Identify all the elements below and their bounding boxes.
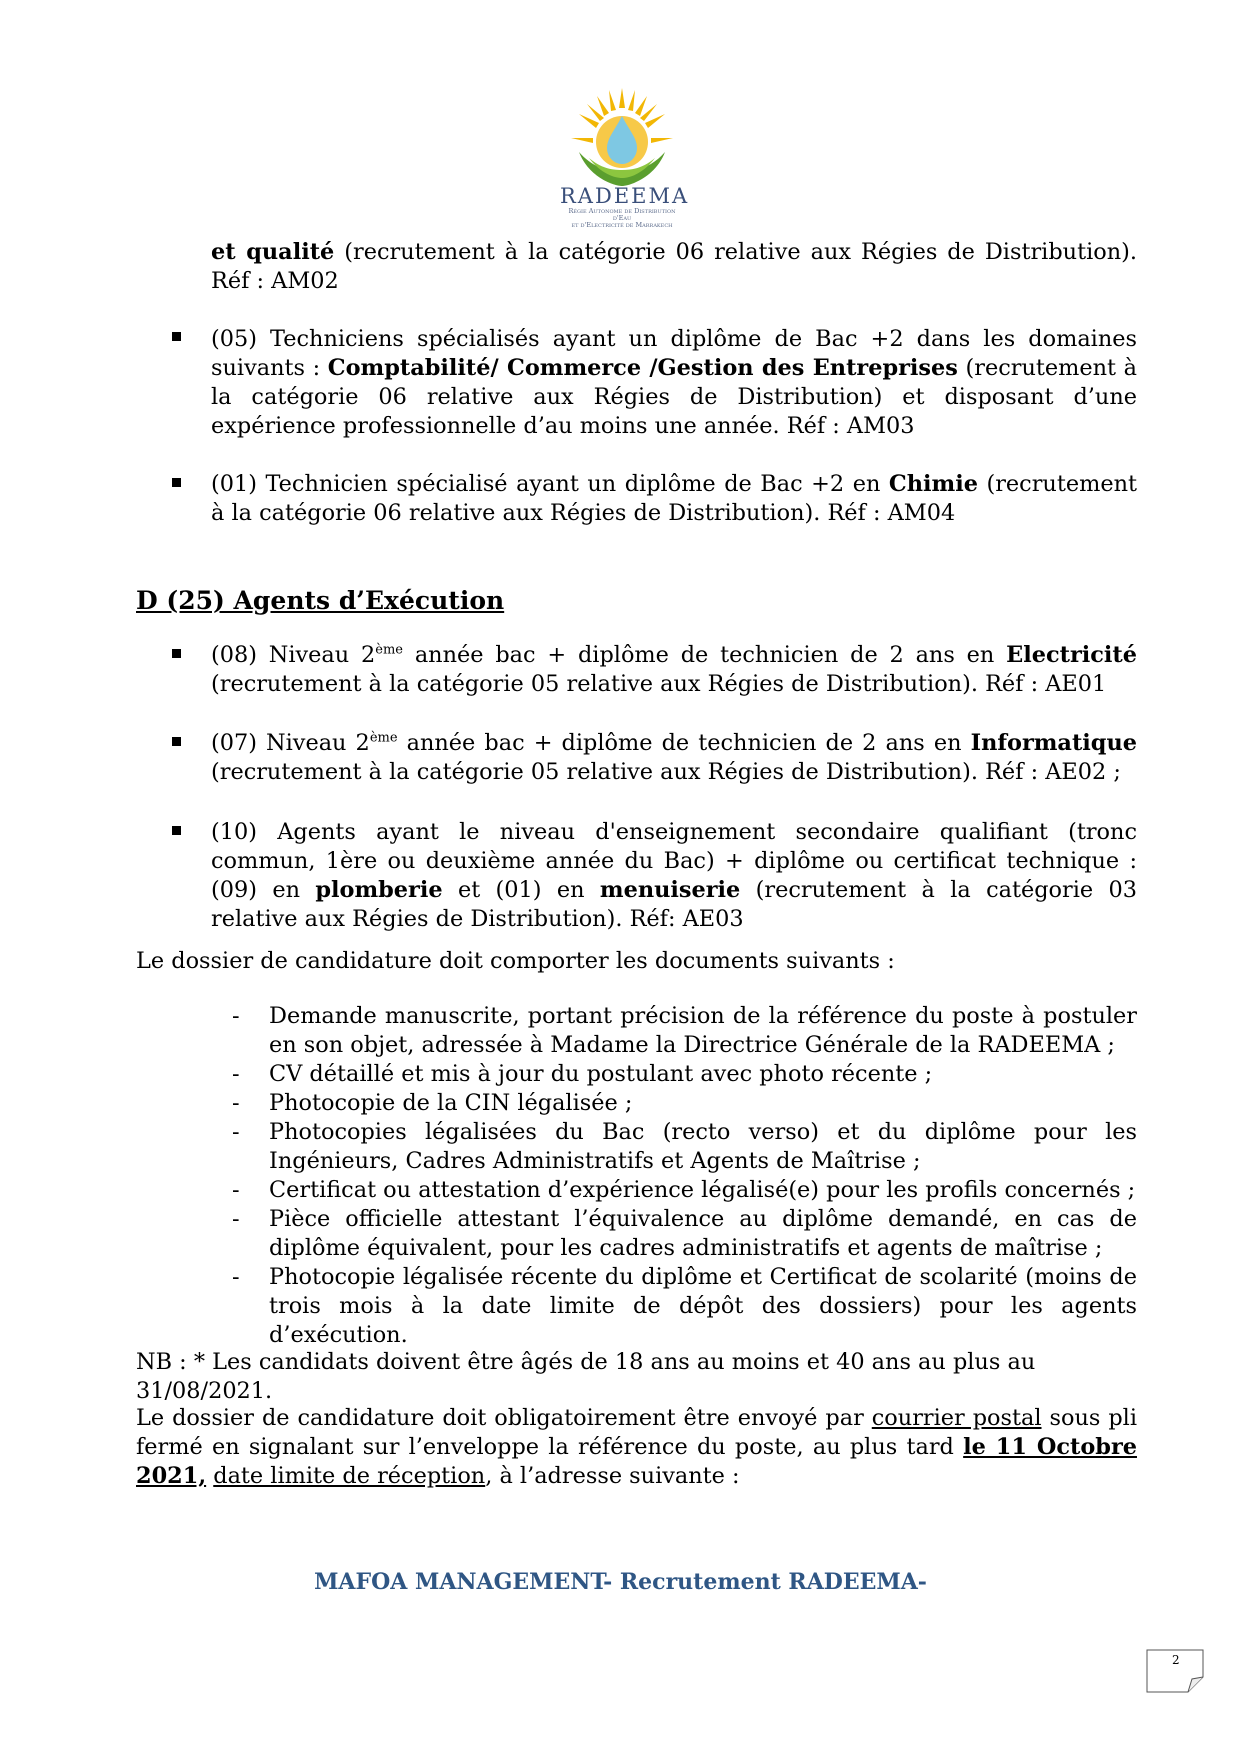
document-text: Certificat ou attestation d’expérience légalisé(e) pour les profils concernés ; xyxy=(269,1177,1136,1203)
bullet-icon xyxy=(172,826,181,835)
paragraph-text: (recrutement à la catégorie 06 relative aux Régies de Distribution). Réf : AM02 xyxy=(211,239,1137,294)
deadline-text: le 11 Octobre 2021, xyxy=(136,1434,1137,1489)
dash-marker: - xyxy=(232,1003,240,1029)
bullet-icon xyxy=(172,478,181,487)
dash-marker: - xyxy=(232,1206,240,1232)
bullet-icon xyxy=(172,332,181,341)
paragraph-text: sous pli fermé en signalant sur l’enveloppe la référence du poste, au plus tard xyxy=(136,1405,1137,1460)
item-text: (08) Niveau 2 xyxy=(211,642,376,668)
item-text: (recrutement à la catégorie 06 relative aux Régies de Distribution). Réf : AM04 xyxy=(211,471,1137,526)
superscript: ème xyxy=(375,642,403,658)
footer-text: MAFOA MANAGEMENT- Recrutement RADEEMA- xyxy=(314,1569,927,1595)
document-item xyxy=(232,1205,1137,1263)
list-item-ae01 xyxy=(211,641,1137,699)
document-item xyxy=(232,1060,1137,1089)
logo-subtitle: et d'Electricité de Marrakech xyxy=(571,221,673,229)
item-text: (10) Agents ayant le niveau d'enseignement secondaire qualifiant (tronc commun, 1ère ou deuxième année du Bac) + diplôme ou certificat technique : (09) en xyxy=(211,819,1137,903)
paragraph-text: Le dossier de candidature doit obligatoirement être envoyé par xyxy=(136,1405,872,1431)
underlined-text: date limite de réception xyxy=(213,1463,486,1489)
sun-drop-icon xyxy=(567,86,677,188)
item-text: (recrutement à la catégorie 03 relative aux Régies de Distribution). Réf: AE03 xyxy=(211,877,1137,932)
dash-marker: - xyxy=(232,1061,240,1087)
bold-text: plomberie xyxy=(315,877,443,903)
item-text: année bac + diplôme de technicien de 2 ans en xyxy=(397,730,971,756)
bold-text: Comptabilité/ Commerce /Gestion des Entreprises xyxy=(327,355,958,381)
bold-text: menuiserie xyxy=(599,877,741,903)
underlined-text: courrier postal xyxy=(871,1405,1042,1431)
dash-marker: - xyxy=(232,1119,240,1145)
list-item-am04 xyxy=(211,470,1137,528)
dash-marker: - xyxy=(232,1264,240,1290)
document-text: Demande manuscrite, portant précision de la référence du poste à postuler en son objet, adressée à Madame la Directrice Générale de la RADEEMA ; xyxy=(269,1003,1137,1058)
dash-marker: - xyxy=(232,1177,240,1203)
document-text: Photocopies légalisées du Bac (recto verso) et du diplôme pour les Ingénieurs, Cadres Administratifs et Agents de Maîtrise ; xyxy=(269,1119,1137,1174)
document-item xyxy=(232,1002,1137,1060)
page-number-box xyxy=(1146,1649,1204,1693)
item-text: (recrutement à la catégorie 05 relative aux Régies de Distribution). Réf : AE01 xyxy=(211,671,1107,697)
document-item xyxy=(232,1263,1137,1350)
page-number: 2 xyxy=(1172,1653,1180,1667)
item-text: année bac + diplôme de technicien de 2 ans en xyxy=(403,642,1007,668)
document-text: CV détaillé et mis à jour du postulant avec photo récente ; xyxy=(269,1061,933,1087)
bullet-icon xyxy=(172,649,181,658)
bullet-icon xyxy=(172,737,181,746)
nb-note: NB : * Les candidats doivent être âgés de 18 ans au moins et 40 ans au plus au 31/08/2021. xyxy=(136,1349,1036,1404)
dash-marker: - xyxy=(232,1090,240,1116)
document-item xyxy=(232,1089,1137,1118)
bold-text: Informatique xyxy=(970,730,1137,756)
document-item xyxy=(232,1176,1137,1205)
item-text: (recrutement à la catégorie 06 relative aux Régies de Distribution) et disposant d’une expérience professionnelle d’au moins une année. Réf : AM03 xyxy=(211,355,1137,439)
section-heading: D (25) Agents d’Exécution xyxy=(136,586,505,615)
item-text: (recrutement à la catégorie 05 relative aux Régies de Distribution). Réf : AE02 ; xyxy=(211,759,1121,785)
final-paragraph xyxy=(136,1404,1137,1491)
bold-text: et qualité xyxy=(211,239,335,265)
document-item xyxy=(232,1118,1137,1176)
logo-name: RADEEMA xyxy=(560,184,690,208)
list-item-ae02 xyxy=(211,729,1137,787)
item-text: (07) Niveau 2 xyxy=(211,730,370,756)
list-item-ae03 xyxy=(211,818,1137,934)
radeema-logo xyxy=(560,86,690,232)
superscript: ème xyxy=(369,730,398,746)
bold-text: Electricité xyxy=(1006,642,1137,668)
document-text: Photocopie légalisée récente du diplôme et Certificat de scolarité (moins de trois mois à la date limite de dépôt des dossiers) pour les agents d’exécution. xyxy=(269,1264,1137,1348)
bold-text: Chimie xyxy=(888,471,978,497)
document-text: Photocopie de la CIN légalisée ; xyxy=(269,1090,633,1116)
dossier-intro: Le dossier de candidature doit comporter les documents suivants : xyxy=(136,948,895,974)
item-text: et (01) en xyxy=(442,877,600,903)
item-text: (01) Technicien spécialisé ayant un diplôme de Bac +2 en xyxy=(211,471,889,497)
document-text: Pièce officielle attestant l’équivalence au diplôme demandé, en cas de diplôme équivalent, pour les cadres administratifs et agents de maîtrise ; xyxy=(269,1206,1137,1261)
item-text: (05) Techniciens spécialisés ayant un diplôme de Bac +2 dans les domaines suivants : xyxy=(211,326,1137,381)
am02-continuation xyxy=(211,238,1137,296)
list-item-am03 xyxy=(211,325,1137,441)
paragraph-text: , à l’adresse suivante : xyxy=(485,1463,740,1489)
logo-subtitle: Régie Autonome de Distribution d'Eau xyxy=(568,207,676,222)
